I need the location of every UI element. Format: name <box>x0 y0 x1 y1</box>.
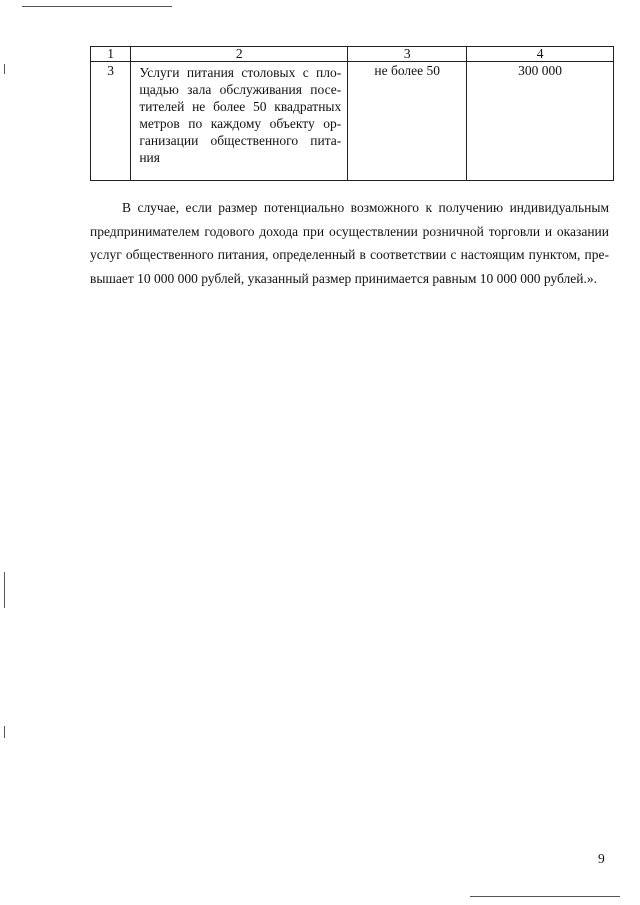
scan-line-top <box>22 6 172 7</box>
scan-mark-left-3 <box>4 726 5 738</box>
header-cell-3: 3 <box>348 47 467 62</box>
body-paragraph: В случае, если размер потенциально возможного к получению индивидуальным предпринимателем годового дохода при осуществлении розничной торговли и оказании услуг общественного питания, определенный в соответствии с настоящим пунктом, пре-вышает 10 000 000 рублей, указанный размер принимается равным 10 000 000 рублей.». <box>90 200 609 286</box>
area-limit: не более 50 <box>348 62 467 181</box>
income-amount: 300 000 <box>467 62 614 181</box>
scan-line-bottom <box>470 896 620 897</box>
scan-mark-left-1 <box>4 64 5 74</box>
services-table <box>90 46 614 181</box>
table-header-row <box>91 47 614 62</box>
service-description: Услуги питания столовых с пло-щадью зала обслуживания посе-тителей не более 50 квадратных метров по каждому объекту ор-ганизации общественного пита-ния <box>131 62 348 181</box>
header-cell-1: 1 <box>91 47 131 62</box>
scan-mark-left-2 <box>4 572 5 608</box>
header-cell-2: 2 <box>131 47 348 62</box>
table-row <box>91 62 614 181</box>
header-cell-4: 4 <box>467 47 614 62</box>
page-number: 9 <box>598 851 605 866</box>
row-number: 3 <box>91 62 131 181</box>
